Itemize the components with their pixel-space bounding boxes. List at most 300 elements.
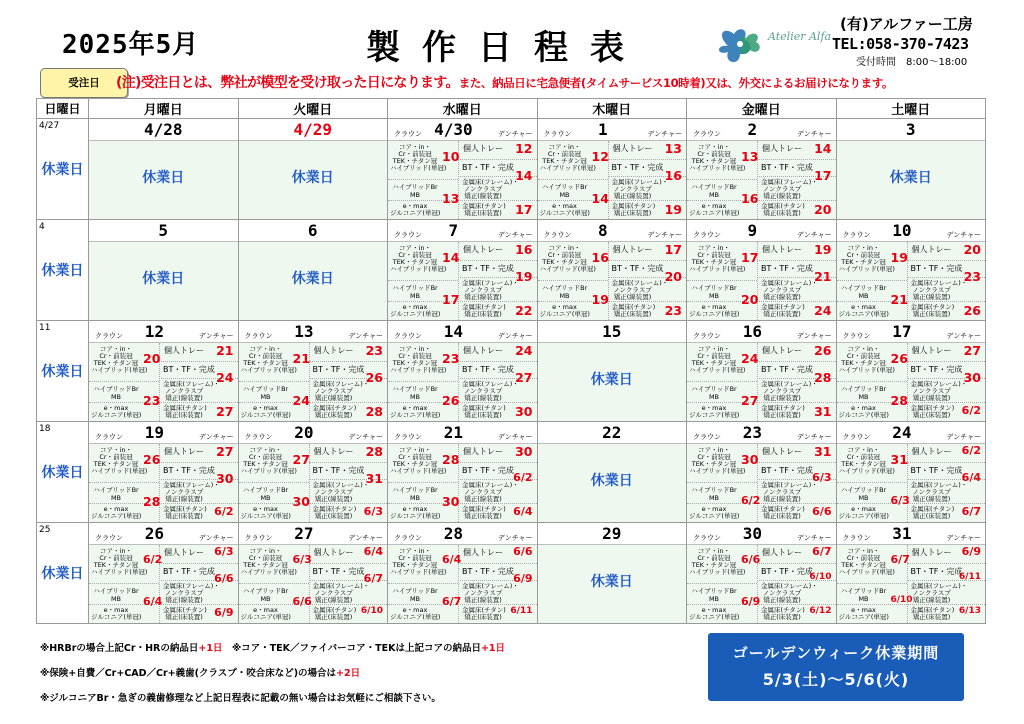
row-divider xyxy=(757,260,836,261)
product-label: コア・in・ xyxy=(847,244,880,252)
week-sunday-date: 18 xyxy=(39,424,51,434)
product-label: TEK・チタン冠 xyxy=(841,359,886,367)
delivery-date: 16 xyxy=(515,242,533,257)
product-label: 金属床(チタン) xyxy=(761,404,805,412)
product-label: BT・TF・完成 xyxy=(761,466,813,475)
crown-label: クラウン xyxy=(394,433,422,441)
row-divider xyxy=(687,179,757,180)
product-label: 金属床(フレーム)・ xyxy=(163,481,220,489)
product-label: Cr・前装冠 xyxy=(846,251,881,259)
row-divider xyxy=(837,381,907,382)
delivery-date: 16 xyxy=(591,250,609,265)
product-label: 矯正(床装置) xyxy=(763,310,801,318)
product-label: 矯正(線装置) xyxy=(763,293,801,301)
delivery-date: 24 xyxy=(292,393,310,408)
row-divider xyxy=(907,462,986,463)
row-divider xyxy=(757,563,836,564)
day-cell xyxy=(238,220,388,321)
product-label: コア・in・ xyxy=(249,547,282,555)
crown-label: クラウン xyxy=(394,130,422,138)
product-label: ハイブリッドBr xyxy=(93,385,139,393)
product-label: ハイブリッドBr xyxy=(840,385,887,393)
product-label: 金属床(チタン) xyxy=(761,303,805,311)
day-header xyxy=(239,422,388,444)
product-label: 金属床(チタン) xyxy=(462,404,506,412)
product-label: ジルコニア(単冠) xyxy=(838,512,889,520)
day-number: 16 xyxy=(742,322,762,341)
product-label: TEK・チタン冠 xyxy=(243,561,288,569)
day-number: 31 xyxy=(892,524,912,543)
delivery-date: 6/7 xyxy=(363,572,383,585)
product-label: ジルコニア(単冠) xyxy=(390,310,441,318)
schedule-grid xyxy=(36,98,986,624)
product-label: ハイブリッド(単冠) xyxy=(539,164,596,172)
delivery-date: 23 xyxy=(365,343,383,358)
product-label: ノンクラスプ xyxy=(164,488,204,496)
delivery-date: 13 xyxy=(741,149,759,164)
delivery-table xyxy=(837,242,986,320)
denture-label: デンチャー xyxy=(647,130,682,138)
denture-label: デンチャー xyxy=(946,433,981,441)
product-label: ハイブリッド(単冠) xyxy=(390,164,447,172)
delivery-date: 24 xyxy=(814,303,832,318)
product-label: 個人トレー xyxy=(463,548,503,557)
day-number: 22 xyxy=(602,423,622,442)
product-label: 金属床(チタン) xyxy=(910,404,955,412)
delivery-date: 21 xyxy=(814,269,832,284)
delivery-date: 21 xyxy=(890,292,908,307)
day-number: 9 xyxy=(747,221,758,240)
delivery-date: 28 xyxy=(143,494,161,509)
product-label: ジルコニア(単冠) xyxy=(838,310,889,318)
product-label: 金属床(フレーム)・ xyxy=(761,582,818,590)
row-divider xyxy=(159,462,238,463)
product-label: コア・in・ xyxy=(399,244,431,252)
product-label: Cr・前装冠 xyxy=(248,554,283,562)
day-cell xyxy=(537,422,687,523)
delivery-date: 17 xyxy=(814,168,832,183)
product-label: 個人トレー xyxy=(911,447,952,456)
row-divider xyxy=(907,563,986,564)
delivery-date: 21 xyxy=(216,343,234,358)
product-label: TEK・チタン冠 xyxy=(691,157,737,165)
product-label: 矯正(線装置) xyxy=(464,596,502,604)
day-header xyxy=(388,119,537,141)
day-content xyxy=(538,523,687,623)
product-label: TEK・チタン冠 xyxy=(841,561,886,569)
closed-label: 休業日 xyxy=(291,271,334,287)
product-label: BT・TF・完成 xyxy=(462,466,514,475)
delivery-date: 27 xyxy=(515,370,533,385)
row-divider xyxy=(837,482,907,483)
day-cell xyxy=(687,422,837,523)
product-label: ハイブリッドBr xyxy=(392,587,438,595)
product-label: 金属床(チタン) xyxy=(910,505,955,513)
product-label: MB xyxy=(260,595,271,603)
product-label: 金属床(チタン) xyxy=(462,606,506,614)
delivery-date: 6/4 xyxy=(442,553,462,566)
product-label: 金属床(フレーム)・ xyxy=(462,178,519,186)
crown-label: クラウン xyxy=(693,433,721,441)
delivery-date: 6/12 xyxy=(809,606,832,616)
product-label: コア・in・ xyxy=(698,244,730,252)
day-header xyxy=(388,523,537,545)
product-label: e・max xyxy=(103,404,129,412)
footnote-hrbr-text: ※HRBrの場合上記Cr・HRの納品日 xyxy=(40,643,199,654)
crown-label: クラウン xyxy=(95,433,123,441)
denture-label: デンチャー xyxy=(198,332,234,340)
delivery-date: 6/2 xyxy=(513,471,533,484)
product-label: 金属床(チタン) xyxy=(312,606,357,614)
denture-label: デンチャー xyxy=(796,433,832,441)
day-header xyxy=(837,523,986,545)
day-cell xyxy=(537,119,687,220)
product-label: コア・in・ xyxy=(399,345,431,353)
row-divider xyxy=(309,563,388,564)
day-content xyxy=(538,220,687,320)
denture-label: デンチャー xyxy=(348,433,383,441)
product-label: 矯正(床装置) xyxy=(763,512,801,520)
delivery-date: 19 xyxy=(591,292,609,307)
product-label: コア・in・ xyxy=(548,244,581,252)
row-divider xyxy=(608,200,687,201)
delivery-date: 6/10 xyxy=(890,595,913,605)
page-title: 製作日程表 xyxy=(366,28,646,68)
product-label: MB xyxy=(708,191,720,199)
product-label: ノンクラスプ xyxy=(314,488,353,496)
row-divider xyxy=(309,462,388,463)
product-label: MB xyxy=(260,494,271,502)
product-label: ノンクラスプ xyxy=(762,286,802,294)
product-label: 個人トレー xyxy=(762,346,802,355)
product-label: 金属床(チタン) xyxy=(761,606,805,614)
day-cell xyxy=(836,220,986,321)
row-divider xyxy=(757,604,836,605)
product-label: ハイブリッドBr xyxy=(541,284,588,292)
product-label: 金属床(フレーム)・ xyxy=(761,380,818,388)
product-label: e・max xyxy=(402,303,428,311)
day-cell xyxy=(687,321,837,422)
delivery-date: 17 xyxy=(515,202,533,217)
day-number: 30 xyxy=(742,524,762,543)
day-number: 17 xyxy=(892,322,912,341)
product-label: 金属床(フレーム)・ xyxy=(462,279,519,287)
row-divider xyxy=(458,462,537,463)
denture-label: デンチャー xyxy=(198,433,234,441)
delivery-date: 24 xyxy=(216,370,234,385)
day-header xyxy=(687,321,836,343)
product-label: BT・TF・完成 xyxy=(462,163,514,172)
day-cell xyxy=(238,321,388,422)
product-label: ハイブリッドBr xyxy=(840,587,887,595)
product-label: 個人トレー xyxy=(612,245,653,254)
delivery-date: 24 xyxy=(741,351,759,366)
footnote-insurance-text: ※保険+自費／Cr+CAD／Cr+義歯(クラスプ・咬合床など)の場合は xyxy=(40,668,337,679)
crown-label: クラウン xyxy=(543,231,572,239)
product-label: ジルコニア(単冠) xyxy=(689,310,740,318)
delivery-table xyxy=(687,343,836,421)
delivery-table xyxy=(388,141,537,219)
product-label: Cr・前装冠 xyxy=(547,150,582,158)
month-title: 2025年5月 xyxy=(62,30,200,60)
product-label: 個人トレー xyxy=(463,447,503,456)
row-divider xyxy=(89,583,159,584)
product-label: 個人トレー xyxy=(164,447,204,456)
product-label: TEK・チタン冠 xyxy=(691,460,737,468)
closed-label: 休業日 xyxy=(889,170,932,186)
product-label: ジルコニア(単冠) xyxy=(539,209,590,217)
product-label: 矯正(線装置) xyxy=(912,293,951,301)
delivery-date: 6/10 xyxy=(809,572,832,582)
row-divider xyxy=(458,563,537,564)
row-divider xyxy=(458,361,537,362)
product-label: ジルコニア(単冠) xyxy=(838,613,889,621)
row-divider xyxy=(907,260,986,261)
product-label: BT・TF・完成 xyxy=(462,567,514,576)
footnote-core-extra: +1日 xyxy=(480,643,506,654)
product-label: ノンクラスプ xyxy=(762,488,802,496)
crown-label: クラウン xyxy=(394,231,422,239)
delivery-date: 27 xyxy=(216,444,234,459)
product-label: ハイブリッドBr xyxy=(691,284,737,292)
product-label: ノンクラスプ xyxy=(463,488,503,496)
product-label: 金属床(フレーム)・ xyxy=(761,279,818,287)
delivery-table xyxy=(837,545,986,623)
delivery-date: 6/10 xyxy=(360,606,383,616)
product-label: e・max xyxy=(103,606,129,614)
product-label: TEK・チタン冠 xyxy=(243,460,288,468)
week-sunday-cell xyxy=(37,422,89,523)
product-label: 金属床(チタン) xyxy=(910,606,955,614)
day-content xyxy=(89,119,238,219)
product-label: ノンクラスプ xyxy=(762,589,802,597)
product-label: e・max xyxy=(701,505,727,513)
row-divider xyxy=(837,583,907,584)
product-label: MB xyxy=(409,393,421,401)
week-sunday-cell xyxy=(37,220,89,321)
product-label: Cr・前装冠 xyxy=(99,352,133,360)
product-label: 金属床(チタン) xyxy=(761,505,805,513)
product-label: 金属床(チタン) xyxy=(462,505,506,513)
day-number: 27 xyxy=(294,524,314,543)
row-divider xyxy=(159,361,238,362)
denture-label: デンチャー xyxy=(946,332,981,340)
row-divider xyxy=(907,301,986,302)
day-header xyxy=(89,119,238,141)
day-number: 10 xyxy=(892,221,912,240)
delivery-date: 6/11 xyxy=(510,606,533,616)
product-label: MB xyxy=(409,292,421,300)
product-label: ハイブリッドBr xyxy=(541,183,588,191)
day-cell xyxy=(836,321,986,422)
day-cell xyxy=(238,422,388,523)
denture-label: デンチャー xyxy=(198,534,234,542)
product-label: ハイブリッド(単冠) xyxy=(390,467,447,475)
crown-label: クラウン xyxy=(244,332,273,340)
day-number: 20 xyxy=(294,423,314,442)
day-content xyxy=(239,119,388,219)
product-label: 矯正(線装置) xyxy=(613,192,652,200)
product-label: 個人トレー xyxy=(463,245,503,254)
delivery-date: 6/3 xyxy=(363,505,383,518)
product-label: コア・in・ xyxy=(100,446,132,454)
day-header xyxy=(89,523,238,545)
row-divider xyxy=(239,381,309,382)
delivery-date: 6/6 xyxy=(292,595,312,608)
day-cell xyxy=(388,220,538,321)
product-label: ハイブリッド(単冠) xyxy=(689,265,746,273)
product-label: TEK・チタン冠 xyxy=(841,258,886,266)
product-label: ハイブリッド(単冠) xyxy=(240,366,297,374)
day-cell xyxy=(89,523,239,624)
product-label: ハイブリッド(単冠) xyxy=(838,467,895,475)
delivery-date: 30 xyxy=(515,404,533,419)
header-sunday: 日曜日 xyxy=(37,99,89,119)
product-label: 個人トレー xyxy=(463,144,503,153)
crown-label: クラウン xyxy=(842,534,871,542)
day-number: 15 xyxy=(602,322,622,341)
product-label: 金属床(フレーム)・ xyxy=(163,380,220,388)
day-cell xyxy=(388,422,538,523)
product-label: コア・in・ xyxy=(249,345,282,353)
product-label: MB xyxy=(260,393,271,401)
week-sunday-cell xyxy=(37,523,89,624)
product-label: ノンクラスプ xyxy=(314,589,353,597)
footnote-core-text: ※コア・TEK／ファイバーコア・TEKは上記コアの納品日 xyxy=(222,643,481,654)
product-label: BT・TF・完成 xyxy=(312,365,365,374)
sunday-closed-label: 休業日 xyxy=(41,263,84,279)
product-label: ノンクラスプ xyxy=(463,589,503,597)
product-label: 矯正(床装置) xyxy=(165,512,203,520)
product-label: ハイブリッドBr xyxy=(840,284,887,292)
product-label: ハイブリッドBr xyxy=(392,183,438,191)
product-label: TEK・チタン冠 xyxy=(93,561,139,569)
product-label: コア・in・ xyxy=(698,446,730,454)
product-label: 金属床(チタン) xyxy=(163,606,207,614)
row-divider xyxy=(757,301,836,302)
product-label: TEK・チタン冠 xyxy=(841,460,886,468)
day-number: 28 xyxy=(443,524,463,543)
delivery-date: 17 xyxy=(442,292,460,307)
product-label: 個人トレー xyxy=(164,548,204,557)
product-label: BT・TF・完成 xyxy=(910,365,963,374)
product-label: ハイブリッド(単冠) xyxy=(689,164,746,172)
product-label: 金属床(フレーム)・ xyxy=(910,481,968,489)
day-number: 4/30 xyxy=(434,120,473,139)
day-header xyxy=(388,422,537,444)
crown-label: クラウン xyxy=(842,433,871,441)
product-label: ノンクラスプ xyxy=(463,286,503,294)
delivery-table xyxy=(89,343,238,421)
denture-label: デンチャー xyxy=(796,231,832,239)
delivery-date: 13 xyxy=(664,141,682,156)
product-label: e・max xyxy=(402,202,428,210)
product-label: MB xyxy=(110,595,122,603)
footnote-hrbr-extra: +1日 xyxy=(198,643,223,654)
product-label: BT・TF・完成 xyxy=(163,365,215,374)
delivery-date: 6/9 xyxy=(214,606,234,619)
product-label: Cr・前装冠 xyxy=(248,352,283,360)
crown-label: クラウン xyxy=(394,332,422,340)
day-content xyxy=(89,220,238,320)
product-label: コア・in・ xyxy=(698,547,730,555)
product-label: 矯正(線装置) xyxy=(763,394,801,402)
delivery-table xyxy=(239,444,388,522)
product-label: BT・TF・完成 xyxy=(910,466,963,475)
day-content xyxy=(388,422,537,522)
delivery-table xyxy=(837,444,986,522)
delivery-date: 20 xyxy=(963,242,981,257)
product-label: e・max xyxy=(402,505,428,513)
product-label: BT・TF・完成 xyxy=(761,163,813,172)
denture-label: デンチャー xyxy=(348,332,383,340)
product-label: ジルコニア(単冠) xyxy=(240,613,291,621)
delivery-date: 24 xyxy=(515,343,533,358)
row-divider xyxy=(388,482,458,483)
day-cell xyxy=(388,119,538,220)
delivery-date: 6/3 xyxy=(812,471,832,484)
product-label: ジルコニア(単冠) xyxy=(539,310,590,318)
row-divider xyxy=(388,179,458,180)
footnote-hrbr xyxy=(40,640,505,654)
day-content xyxy=(388,523,537,623)
closed-label: 休業日 xyxy=(590,574,633,590)
week-sunday-date: 4/27 xyxy=(39,121,60,131)
product-label: 金属床(フレーム)・ xyxy=(462,380,519,388)
day-number: 21 xyxy=(443,423,463,442)
product-label: 金属床(チタン) xyxy=(163,404,207,412)
row-divider xyxy=(458,159,537,160)
day-cell xyxy=(388,321,538,422)
crown-label: クラウン xyxy=(394,534,422,542)
row-divider xyxy=(687,381,757,382)
day-cell xyxy=(238,119,388,220)
day-cell xyxy=(836,422,986,523)
product-label: ハイブリッドBr xyxy=(840,486,887,494)
product-label: MB xyxy=(708,494,720,502)
product-label: e・max xyxy=(701,202,727,210)
product-label: ハイブリッド(単冠) xyxy=(689,467,746,475)
product-label: 矯正(床装置) xyxy=(912,411,951,419)
day-cell xyxy=(89,119,239,220)
delivery-date: 6/3 xyxy=(214,545,234,558)
row-divider xyxy=(388,583,458,584)
header-wednesday: 水曜日 xyxy=(388,99,538,119)
delivery-table xyxy=(388,545,537,623)
day-number: 23 xyxy=(742,423,762,442)
product-label: 矯正(線装置) xyxy=(464,192,502,200)
day-content xyxy=(239,321,388,421)
crown-label: クラウン xyxy=(693,231,721,239)
product-label: Cr・前装冠 xyxy=(697,352,731,360)
denture-label: デンチャー xyxy=(497,534,533,542)
day-cell xyxy=(89,321,239,422)
day-header xyxy=(687,523,836,545)
product-label: Cr・前装冠 xyxy=(398,251,432,259)
product-label: 個人トレー xyxy=(762,245,802,254)
sunday-closed-label: 休業日 xyxy=(41,162,84,178)
delivery-date: 27 xyxy=(963,343,981,358)
crown-label: クラウン xyxy=(842,231,871,239)
row-divider xyxy=(458,260,537,261)
product-label: ノンクラスプ xyxy=(164,589,204,597)
delivery-date: 6/4 xyxy=(513,505,533,518)
product-label: Cr・前装冠 xyxy=(248,453,283,461)
company-logo-script: Atelier Alfa xyxy=(768,30,832,43)
product-label: ハイブリッドBr xyxy=(242,486,289,494)
product-label: 矯正(線装置) xyxy=(912,596,951,604)
delivery-date: 28 xyxy=(442,452,460,467)
